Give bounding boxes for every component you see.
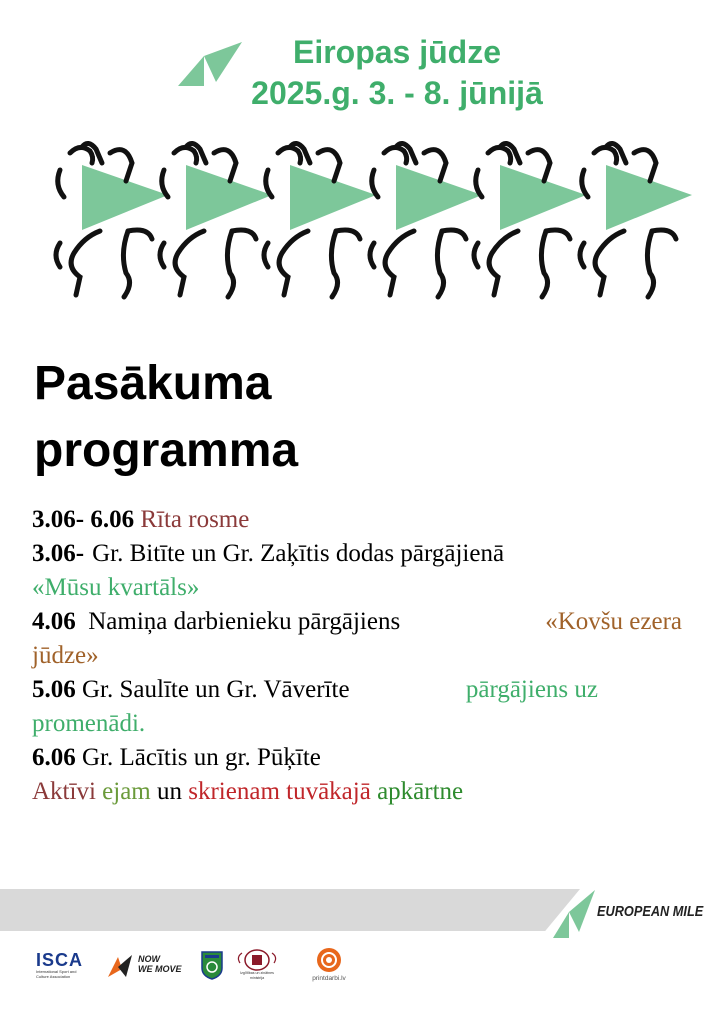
program-item-3-cont: jūdze»	[32, 642, 99, 669]
program-word: tuvākajā	[286, 778, 371, 805]
event-title-line1: Eiropas jūdze	[292, 34, 502, 70]
event-title	[0, 34, 724, 112]
running-figures-illustration	[40, 135, 700, 310]
footer-gray-bar	[0, 889, 580, 931]
program-item-3	[32, 605, 682, 639]
program-word: apkārtne	[377, 778, 464, 805]
program-item-1	[32, 503, 682, 537]
european-mile-footer-icon	[553, 890, 597, 940]
runner-figure-5	[474, 143, 586, 297]
program-date: 5.06	[32, 676, 76, 703]
program-word: Aktīvi	[32, 778, 96, 805]
runner-figure-6	[580, 143, 692, 297]
program-text: Gr. Bitīte un Gr. Zaķītis dodas pārgājienā	[92, 540, 505, 567]
runner-figure-4	[370, 143, 482, 297]
program-date: 4.06	[32, 608, 76, 635]
program-list	[32, 503, 682, 809]
runner-figure-1	[56, 143, 168, 297]
program-text: Namiņa darbienieku pārgājiens	[88, 608, 401, 635]
program-word: ejam	[102, 778, 151, 805]
isca-logo: ISCA International Sport and Culture Association	[36, 950, 84, 979]
program-text: Gr. Saulīte un Gr. Vāverīte	[82, 676, 350, 703]
runner-figure-2	[160, 143, 272, 297]
program-highlight: «Kovšu ezera	[545, 608, 682, 635]
program-word: un	[157, 778, 182, 805]
printdarbi-logo: printdarbi.lv	[303, 947, 355, 982]
program-highlight: pārgājiens uz	[465, 676, 598, 703]
program-heading-line2: programma	[34, 424, 299, 477]
program-activity: Rīta rosme	[140, 506, 250, 533]
program-word: skrienam	[188, 778, 280, 805]
sports-club-shield-icon	[200, 950, 224, 980]
program-date: 3.06-	[32, 540, 85, 567]
program-item-4-cont: promenādi.	[32, 710, 146, 737]
program-text: Gr. Lācītis un gr. Pūķīte	[82, 744, 321, 771]
runner-figure-3	[264, 143, 376, 297]
printdarbi-icon	[316, 947, 342, 973]
ministry-crest-icon	[232, 949, 282, 971]
now-we-move-logo: NOW WE MOVE	[108, 951, 188, 981]
european-mile-label: EUROPEAN MILE	[597, 903, 704, 920]
program-item-4	[32, 673, 598, 707]
now-we-move-icon	[108, 953, 134, 979]
program-heading	[34, 354, 298, 481]
program-heading-line1: Pasākuma	[34, 357, 272, 410]
program-item-2	[32, 537, 682, 571]
program-item-5-cont	[32, 775, 682, 809]
program-item-2-cont: «Mūsu kvartāls»	[32, 574, 200, 601]
program-date: 6.06	[32, 744, 76, 771]
event-dates: 2025.g. 3. - 8. jūnijā	[251, 75, 543, 111]
ministry-logo: Izglītības un zinātnes ministrija	[232, 949, 282, 981]
program-item-5	[32, 741, 682, 775]
program-date: 3.06- 6.06	[32, 506, 135, 533]
